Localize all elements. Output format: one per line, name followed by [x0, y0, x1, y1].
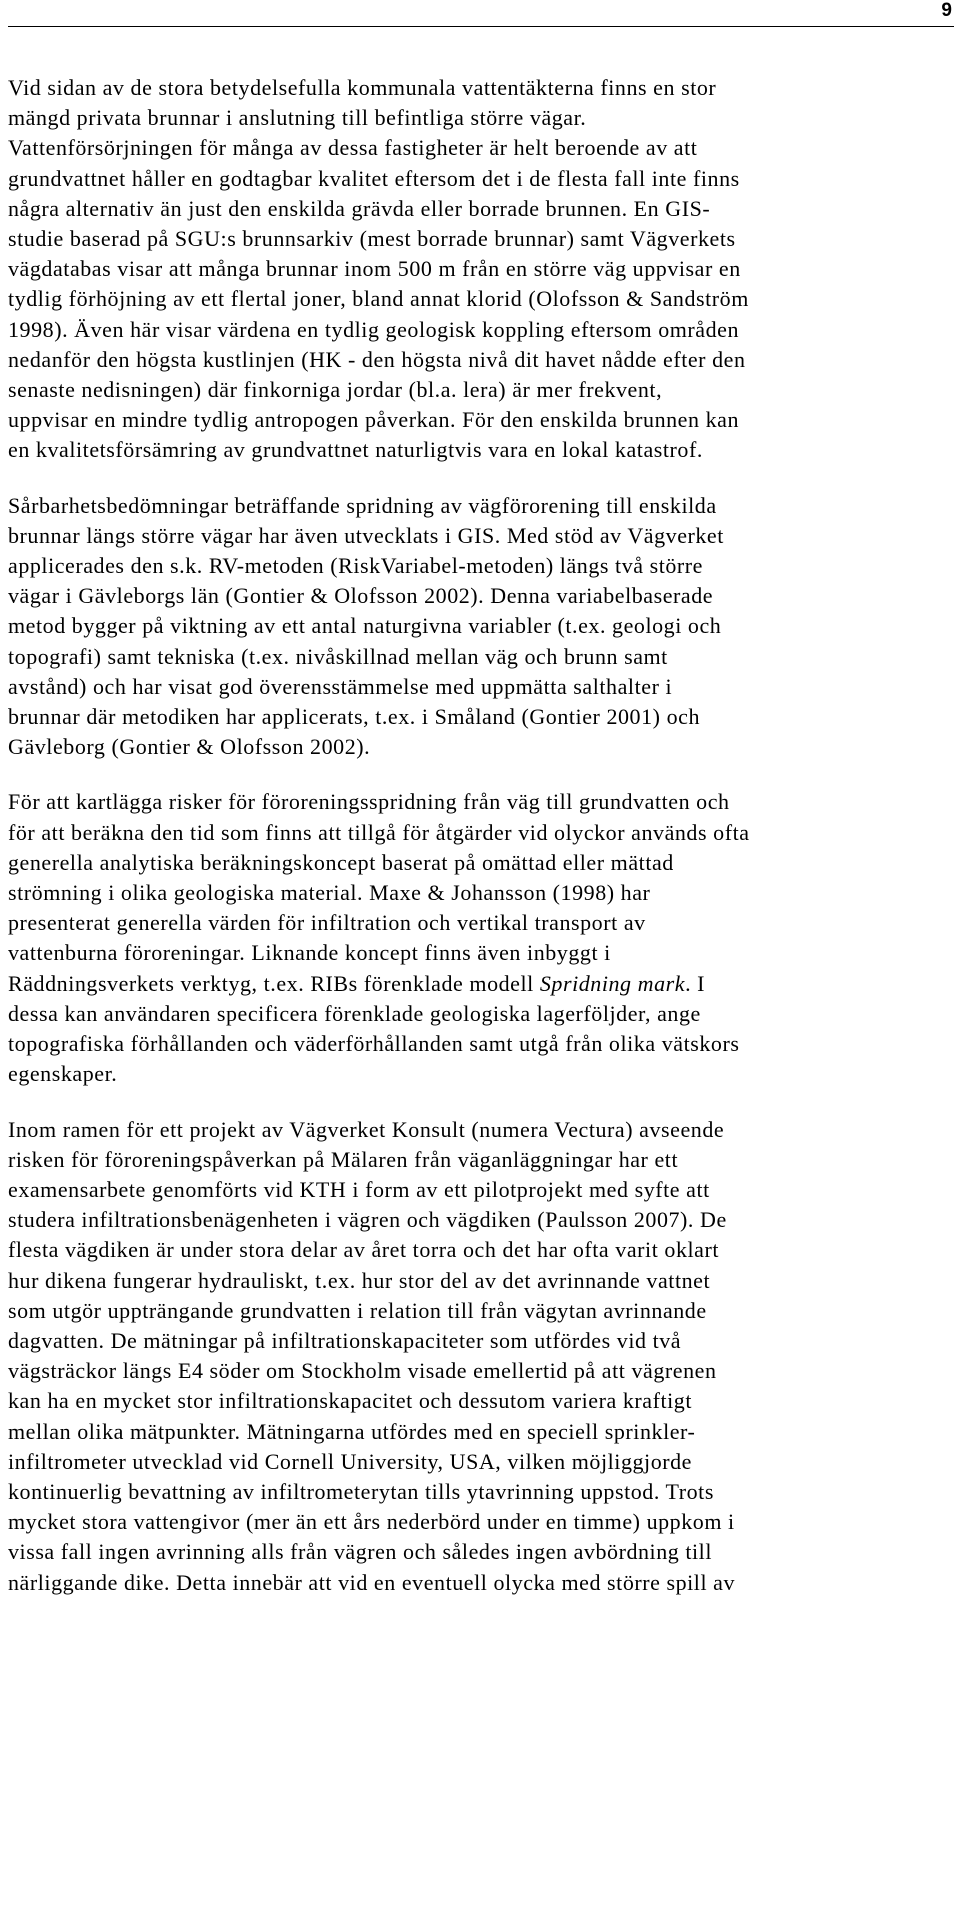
body-text	[8, 73, 953, 1623]
text-line: egenskaper.	[8, 1061, 118, 1087]
text-line: vägsträckor längs E4 söder om Stockholm visade emellertid på att vägrenen	[8, 1358, 717, 1384]
text-segment: . I	[685, 970, 706, 996]
text-line: examensarbete genomförts vid KTH i form av ett pilotprojekt med syfte att	[8, 1176, 710, 1202]
text-line: senaste nedisningen) där finkorniga jordar (bl.a. lera) är mer frekvent,	[8, 377, 663, 403]
model-name-italic: Spridning mark	[539, 970, 686, 996]
page-header	[8, 0, 954, 27]
text-line: topografi) samt tekniska (t.ex. nivåskillnad mellan väg och brunn samt	[8, 643, 668, 669]
page-number: 9	[941, 0, 952, 21]
text-segment: Räddningsverkets verktyg, t.ex. RIBs förenklade modell	[8, 970, 540, 996]
text-line: 1998). Även här visar värdena en tydlig geologisk koppling eftersom områden	[8, 316, 740, 342]
text-line: vägdatabas visar att många brunnar inom 500 m från en större väg uppvisar en	[8, 256, 741, 282]
text-line: presenterat generella värden för infiltration och vertikal transport av	[8, 910, 646, 936]
text-line: grundvattnet håller en godtagbar kvalitet eftersom det i de flesta fall inte finns	[8, 165, 740, 191]
text-line: en kvalitetsförsämring av grundvattnet naturligtvis vara en lokal katastrof.	[8, 437, 703, 463]
text-line: infiltrometer utvecklad vid Cornell University, USA, vilken möjliggjorde	[8, 1448, 693, 1474]
text-line: studie baserad på SGU:s brunnsarkiv (mest borrade brunnar) samt Vägverkets	[8, 226, 736, 252]
text-line: metod bygger på viktning av ett antal naturgivna variabler (t.ex. geologi och	[8, 613, 722, 639]
text-line: För att kartlägga risker för föroreningsspridning från väg till grundvatten och	[8, 789, 730, 815]
text-line: vissa fall ingen avrinning alls från vägren och således ingen avbördning till	[8, 1539, 713, 1565]
text-line: Sårbarhetsbedömningar beträffande spridning av vägförorening till enskilda	[8, 492, 717, 518]
text-line: strömning i olika geologiska material. Maxe & Johansson (1998) har	[8, 880, 651, 906]
text-line: för att beräkna den tid som finns att tillgå för åtgärder vid olyckor används ofta	[8, 819, 750, 845]
text-line: Vattenförsörjningen för många av dessa fastigheter är helt beroende av att	[8, 135, 698, 161]
text-line: några alternativ än just den enskilda grävda eller borrade brunnen. En GIS-	[8, 195, 711, 221]
text-line: Inom ramen för ett projekt av Vägverket Konsult (numera Vectura) avseende	[8, 1116, 725, 1142]
text-line: närliggande dike. Detta innebär att vid en eventuell olycka med större spill av	[8, 1569, 736, 1595]
paragraph-risk-mapping	[8, 787, 953, 1089]
paragraph-private-wells	[8, 73, 953, 466]
text-line: studera infiltrationsbenägenheten i vägren och vägdiken (Paulsson 2007). De	[8, 1207, 727, 1233]
text-line: Gävleborg (Gontier & Olofsson 2002).	[8, 734, 371, 760]
paragraph-infiltration-project	[8, 1115, 953, 1598]
text-line: applicerades den s.k. RV-metoden (RiskVariabel-metoden) längs två större	[8, 553, 704, 579]
text-line: mellan olika mätpunkter. Mätningarna utfördes med en speciell sprinkler-	[8, 1418, 696, 1444]
text-line: dessa kan användaren specificera förenklade geologiska lagerföljder, ange	[8, 1000, 701, 1026]
text-line: risken för föroreningspåverkan på Mälaren från väganläggningar har ett	[8, 1146, 679, 1172]
text-line: flesta vägdiken är under stora delar av året torra och det har ofta varit oklart	[8, 1237, 720, 1263]
text-line: tydlig förhöjning av ett flertal joner, bland annat klorid (Olofsson & Sandström	[8, 286, 749, 312]
text-line: brunnar längs större vägar har även utvecklats i GIS. Med stöd av Vägverket	[8, 522, 724, 548]
text-line: mängd privata brunnar i anslutning till befintliga större vägar.	[8, 105, 587, 131]
text-line: hur dikena fungerar hydrauliskt, t.ex. hur stor del av det avrinnande vattnet	[8, 1267, 711, 1293]
text-line: dagvatten. De mätningar på infiltrationskapaciteter som utfördes vid två	[8, 1327, 682, 1353]
text-line: mycket stora vattengivor (mer än ett års nederbörd under en timme) uppkom i	[8, 1509, 735, 1535]
text-line: avstånd) och har visat god överensstämmelse med uppmätta salthalter i	[8, 673, 673, 699]
text-line: nedanför den högsta kustlinjen (HK - den högsta nivå dit havet nådde efter den	[8, 346, 746, 372]
text-line: Vid sidan av de stora betydelsefulla kommunala vattentäkterna finns en stor	[8, 75, 717, 100]
text-line: kan ha en mycket stor infiltrationskapacitet och dessutom variera kraftigt	[8, 1388, 692, 1414]
text-line: brunnar där metodiken har applicerats, t.ex. i Småland (Gontier 2001) och	[8, 704, 700, 730]
text-line: som utgör uppträngande grundvatten i relation till från vägytan avrinnande	[8, 1297, 707, 1323]
text-line: topografiska förhållanden och väderförhållanden samt utgå från olika vätskors	[8, 1031, 740, 1057]
paragraph-vulnerability-assessment	[8, 491, 953, 763]
text-line: vattenburna föroreningar. Liknande koncept finns även inbyggt i	[8, 940, 611, 966]
text-line: vägar i Gävleborgs län (Gontier & Olofsson 2002). Denna variabelbaserade	[8, 583, 714, 609]
text-line	[8, 969, 953, 999]
text-line: kontinuerlig bevattning av infiltrometerytan tills ytavrinning uppstod. Trots	[8, 1478, 714, 1504]
text-line: generella analytiska beräkningskoncept baserat på omättad eller mättad	[8, 849, 674, 875]
text-line: uppvisar en mindre tydlig antropogen påverkan. För den enskilda brunnen kan	[8, 407, 740, 433]
